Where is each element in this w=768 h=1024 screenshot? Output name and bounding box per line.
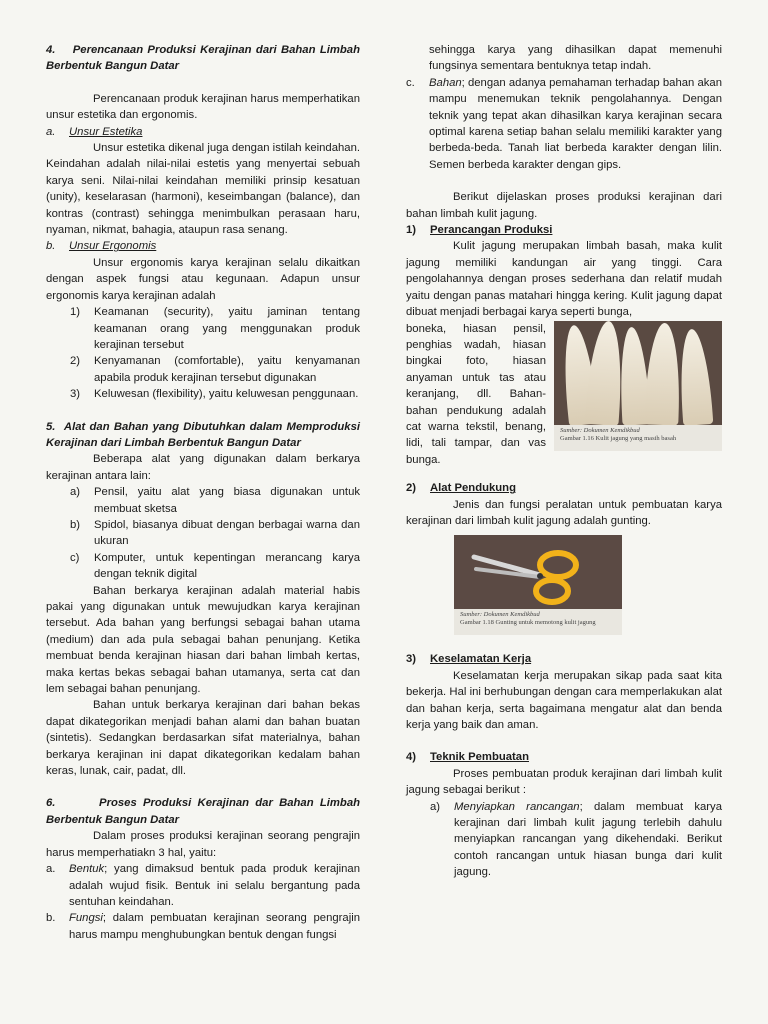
section-4-heading: 4. Perencanaan Produksi Kerajinan dari Bahan Limbah Berbentuk Bangun Datar xyxy=(46,44,360,73)
subsection-ergonomis xyxy=(46,238,360,254)
list-marker: a. xyxy=(46,863,56,876)
corn-husk-photo xyxy=(554,321,722,451)
section-5-intro: Beberapa alat yang digunakan dalam berkarya kerajinan antara lain: xyxy=(46,453,360,482)
list-text xyxy=(69,910,360,943)
list-text xyxy=(454,799,722,881)
list-body: ; yang dimaksud bentuk pada produk kerajinan adalah wujud fisik. Bentuk ini selalu bergantung pada sentuhan keindahan. xyxy=(69,863,360,908)
list-item xyxy=(46,484,360,517)
alat-paragraph: Jenis dan fungsi peralatan untuk pembuatan karya kerajinan dari limbah kulit jagung adalah gunting. xyxy=(406,498,722,527)
list-text: Pensil, yaitu alat yang biasa digunakan untuk membuat sketsa xyxy=(94,486,360,515)
list-marker: c. xyxy=(406,76,415,89)
scissors-icon xyxy=(454,535,622,611)
list-text: Komputer, untuk kepentingan merancang karya dengan teknik digital xyxy=(94,551,360,581)
figure-caption xyxy=(454,609,622,635)
list-item xyxy=(46,304,360,353)
list-body: ; dalam pembuatan kerajinan seorang pengrajin harus mampu menghubungkan bentuk dengan fungsi xyxy=(69,912,360,941)
list-item xyxy=(46,517,360,550)
subsection-estetika xyxy=(46,124,360,140)
ergonomis-paragraph: Unsur ergonomis karya kerajinan selalu dikaitkan dengan aspek fungsi atau kegunaan. Adapun unsur ergonomis karya kerajinan adalah xyxy=(46,256,360,302)
list-item xyxy=(46,910,360,943)
teknik-paragraph: Proses pembuatan produk kerajinan dari limbah kulit jagung sebagai berikut : xyxy=(406,767,722,797)
list-marker: b. xyxy=(46,912,56,925)
figure-caption xyxy=(554,425,722,451)
list-item xyxy=(46,861,360,910)
list-marker: 3) xyxy=(70,388,81,401)
perancangan-paragraph: Kulit jagung merupakan limbah basah, maka kulit jagung memiliki kandungan air yang tinggi. Cara pengolahannya dengan proses sederhana dan relatif mudah yaitu dengan panas matahari hingga kering. Kulit jagung dapat dibuat menjadi berbagai karya seperti bunga, xyxy=(406,240,722,319)
list-marker: b) xyxy=(70,518,81,531)
list-item xyxy=(46,550,360,583)
heading-teknik-pembuatan xyxy=(406,749,722,765)
list-keyword: Bentuk xyxy=(69,863,105,876)
heading-number: 2) xyxy=(406,482,417,495)
subsection-title: Unsur Estetika xyxy=(69,125,143,138)
perancangan-wrapped-text: boneka, hiasan pensil, penghias wadah, hiasan bingkai foto, hiasan anyaman untuk tas atau keranjang, dll. Bahan-bahan pendukung adalah cat warna tekstil, benang, lidi, tali tampar, dan vas bunga. xyxy=(406,322,546,466)
figure-caption-text: Gambar 1.16 Kulit jagung yang masih basah xyxy=(560,434,677,442)
list-text xyxy=(429,75,722,173)
list-item xyxy=(46,353,360,386)
heading-title: Keselamatan Kerja xyxy=(430,653,532,666)
heading-title: Perancangan Produksi xyxy=(430,224,553,237)
list-keyword: Fungsi xyxy=(69,912,103,925)
list-text: Keamanan (security), yaitu jaminan tentang keamanan orang yang menggunakan produk kerajinan tersebut xyxy=(94,306,360,351)
list-body: ; dalam membuat karya kerajinan dari limbah kulit jagung terlebih dahulu menyiapkan rancangan yang dikehendaki. Berikut contoh rancangan untuk hiasan bunga dari kulit jagung. xyxy=(454,800,722,879)
figure-source: Sumber: Dokumen Kemdikbud xyxy=(560,426,640,434)
heading-number: 3) xyxy=(406,653,417,666)
list-marker: 1) xyxy=(70,306,81,319)
list-keyword: Menyiapkan rancangan xyxy=(454,800,580,813)
bahan-paragraph: Bahan berkarya kerajinan adalah material habis pakai yang digunakan untuk mewujudkan karya kerajinan tersebut. Ada bahan yang berfungsi sebagai bahan utama (medium) dan ada pula sebagai bahan penunjang. Ketika membuat benda kerajinan hiasan dari bahan limbah kertas, maka kertas bekas sebagai bahan utamanya, serta cat dan lem sebagai bahan penunjang. xyxy=(46,584,360,696)
continued-text: sehingga karya yang dihasilkan dapat memenuhi fungsinya sementara bentuknya tetap indah. xyxy=(429,44,722,73)
subsection-title: Unsur Ergonomis xyxy=(69,240,157,253)
heading-perancangan-produksi xyxy=(406,222,722,238)
heading-alat-pendukung xyxy=(406,480,722,496)
subsection-marker: b. xyxy=(46,240,56,253)
figure-source: Sumber: Dokumen Kemdikbud xyxy=(460,611,540,619)
section-5-heading: 5. Alat dan Bahan yang Dibutuhkan dalam Memproduksi Kerajinan dari Limbah Berbentuk Bangun Datar xyxy=(46,420,360,449)
intro-paragraph: Berikut dijelaskan proses produksi kerajinan dari bahan limbah kulit jagung. xyxy=(406,191,722,220)
list-marker: 2) xyxy=(70,355,81,368)
list-marker: c) xyxy=(70,551,80,564)
heading-number: 1) xyxy=(406,224,417,237)
list-marker: a) xyxy=(430,800,441,813)
list-item xyxy=(46,386,360,402)
figure-scissors xyxy=(454,535,622,635)
keselamatan-paragraph: Keselamatan kerja merupakan sikap pada saat kita bekerja. Hal ini berhubungan dengan cara memperlakukan alat dan bahan kerja, serta bagaimana mengatur alat dan benda kerja yang baik dan aman. xyxy=(406,669,722,731)
figure-corn-husk xyxy=(554,321,722,451)
heading-number: 4) xyxy=(406,751,417,764)
heading-keselamatan-kerja xyxy=(406,651,722,667)
section-6-heading: 6. Proses Produksi Kerajinan dar Bahan Limbah Berbentuk Bangun Datar xyxy=(46,797,360,826)
left-column xyxy=(46,42,360,943)
list-text xyxy=(69,861,360,910)
list-item xyxy=(406,75,722,173)
list-text: Kenyamanan (comfortable), yaitu kenyamanan apabila produk kerajinan tersebut digunakan xyxy=(94,355,360,384)
list-marker: a) xyxy=(70,486,81,499)
heading-title: Teknik Pembuatan xyxy=(430,751,529,764)
list-text: Keluwesan (flexibility), yaitu keluwesan penggunaan. xyxy=(94,388,359,401)
bahan-kategori-paragraph: Bahan untuk berkarya kerajinan dari bahan bekas dapat dikategorikan menjadi bahan alami dan bahan buatan (sintetis). Sedangkan berdasarkan sifat materialnya, bahan berkarya kerajinan ini dapat dikategorikan kedalam bahan keras, lunak, cair, padat, dll. xyxy=(46,699,360,778)
section-4-intro: Perencanaan produk kerajinan harus memperhatikan unsur estetika dan ergonomis. xyxy=(46,92,360,122)
subsection-marker: a. xyxy=(46,125,56,138)
heading-title: Alat Pendukung xyxy=(430,482,516,495)
list-keyword: Bahan xyxy=(429,76,462,89)
right-column xyxy=(406,42,722,881)
figure-caption-text: Gambar 1.18 Gunting untuk memotong kulit jagung xyxy=(460,619,596,627)
figure-wrap xyxy=(406,321,722,469)
list-body: ; dengan adanya pemahaman terhadap bahan akan mampu menemukan teknik pengolahannya. Dengan teknik yang tepat akan dihasilkan karya kerajinan secara optimal karena setiap bahan selalu memiliki karakter yang berbeda-beda. Tanah liat berbeda karakter dengan lilin. Semen berbeda karakter dengan gips. xyxy=(429,76,722,171)
section-6-intro: Dalam proses produksi kerajinan seorang pengrajin harus memperhatiakn 3 hal, yaitu: xyxy=(46,830,360,859)
list-item xyxy=(406,799,722,881)
list-text: Spidol, biasanya dibuat dengan berbagai warna dan ukuran xyxy=(94,518,360,548)
estetika-paragraph: Unsur estetika dikenal juga dengan istilah keindahan. Keindahan adalah nilai-nilai estetis yang menyertai sebuah karya seni. Nilai-nilai keindahan memiliki prinsip kesatuan (unity), keselarasan (harmoni), keseimbangan (balance), dan kontras (contrast) sehingga menimbulkan perasaan haru, nyaman, nikmat, bahagia, ataupun rasa senang. xyxy=(46,142,360,237)
